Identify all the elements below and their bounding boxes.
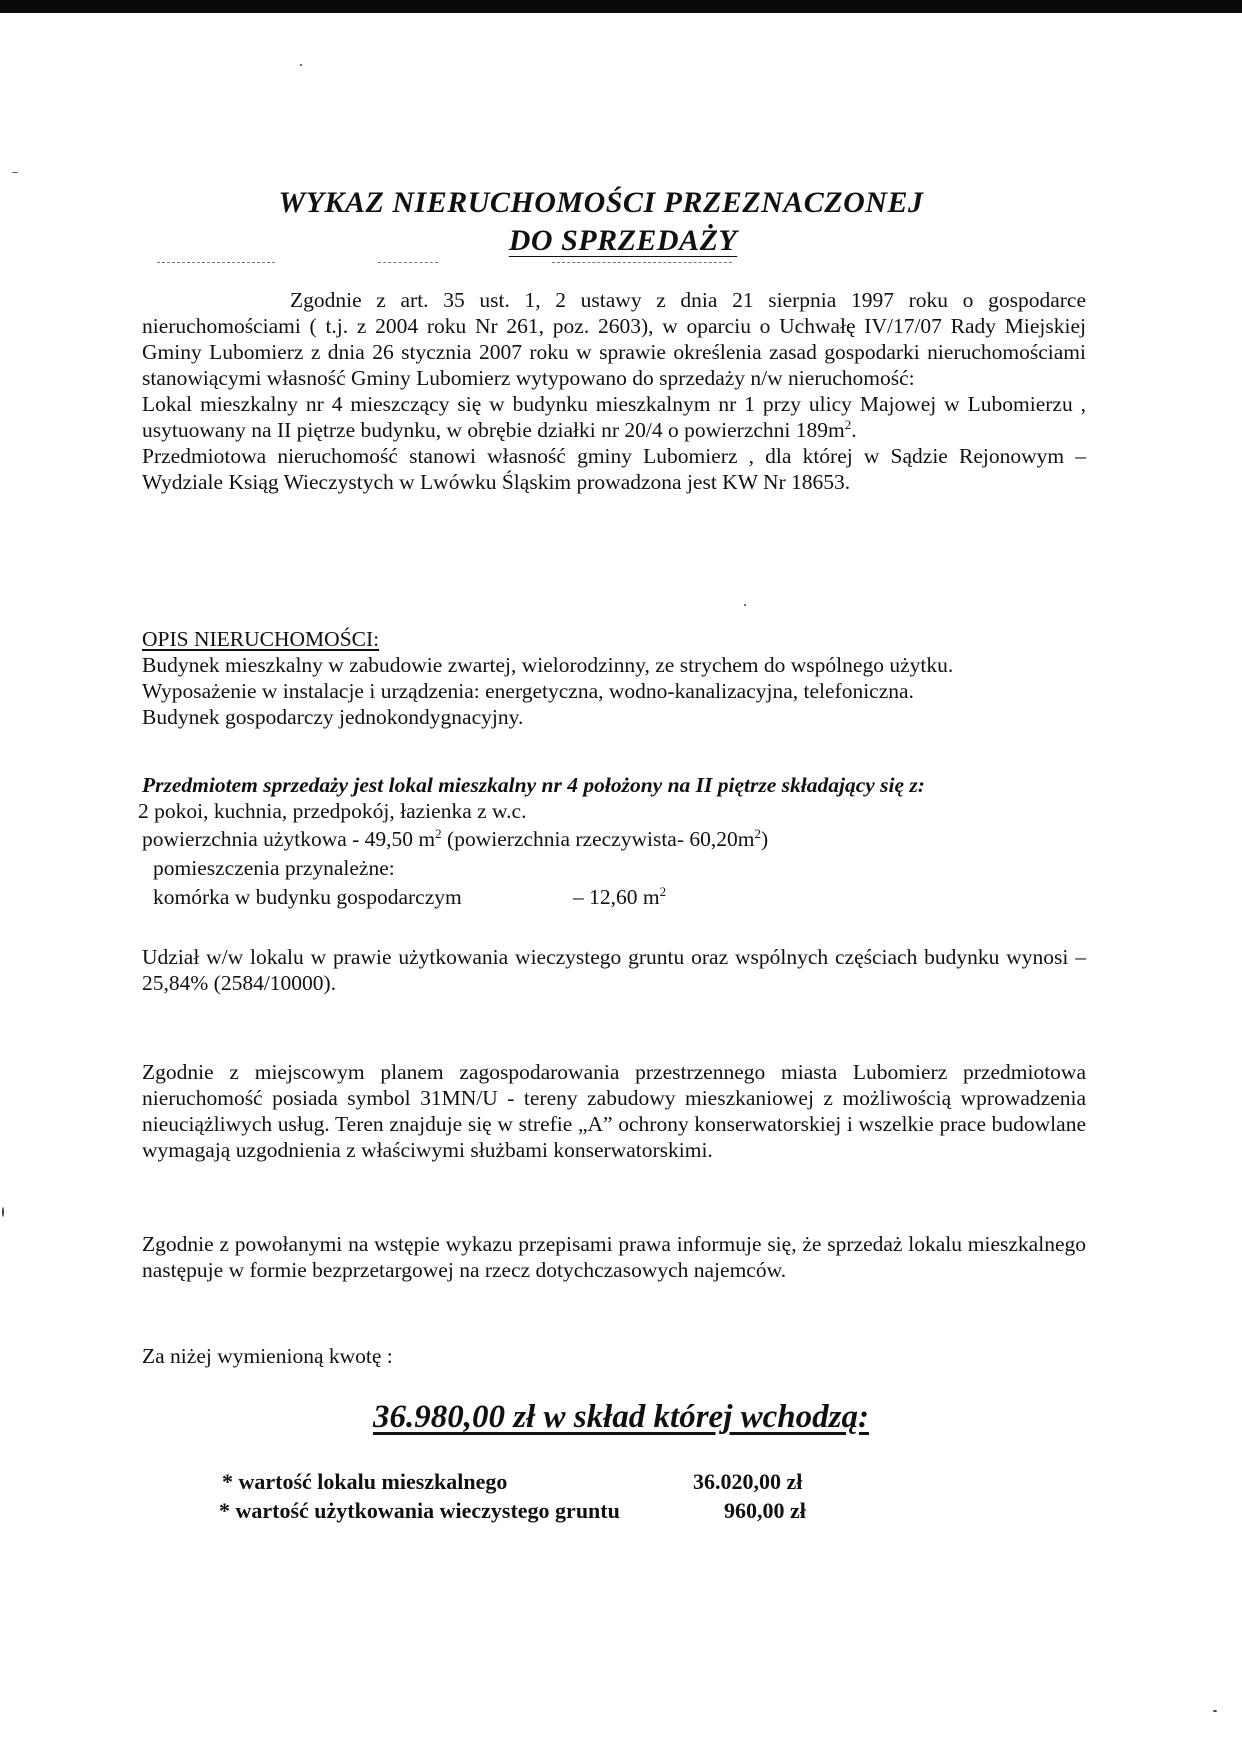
- intro-paragraph-ownership: Przedmiotowa nieruchomość stanowi własność gminy Lubomierz , dla której w Sądzie Rejonowym – Wydziale Ksiąg Wieczystych w Lwówku Śląskim prowadzona jest KW Nr 18653.: [142, 444, 1086, 494]
- document-title-line1: WYKAZ NIERUCHOMOŚCI PRZEZNACZONEJ: [278, 186, 924, 219]
- usable-area-text: powierzchnia użytkowa - 49,50 m: [142, 827, 436, 851]
- scan-top-border: [0, 0, 1242, 13]
- property-description: Lokal mieszkalny nr 4 mieszczący się w budynku mieszkalnym nr 1 przy ulicy Majowej w Lubomierzu , usytuowany na II piętrze budynku, w obrębie działki nr 20/4 o powierzchni 189m: [142, 392, 1086, 442]
- opis-line: Budynek gospodarczy jednokondygnacyjny.: [142, 705, 524, 729]
- opis-line: Wyposażenie w instalacje i urządzenia: energetyczna, wodno-kanalizacyjna, telefoniczna.: [142, 679, 914, 703]
- storage-superscript: 2: [659, 884, 667, 899]
- title-dash-right: [552, 262, 732, 263]
- przedmiot-heading: Przedmiotem sprzedaży jest lokal mieszkalny nr 4 położony na II piętrze składający się z:: [142, 773, 925, 797]
- component-value: 36.020,00 zł: [693, 1469, 803, 1494]
- opis-line: Budynek mieszkalny w zabudowie zwartej, wielorodzinny, ze strychem do wspólnego użytku.: [142, 653, 954, 677]
- scan-speck: [300, 64, 302, 66]
- extra-rooms-label: pomieszczenia przynależne:: [153, 856, 395, 880]
- sale-form-paragraph: Zgodnie z powołanymi na wstępie wykazu przepisami prawa informuje się, że sprzedaż lokalu mieszkalnego następuje w formie bezprzetargowej na rzecz dotychczasowych najemców.: [142, 1232, 1086, 1282]
- component-label: * wartość lokalu mieszkalnego: [222, 1469, 508, 1494]
- scan-speck: [2, 1207, 4, 1217]
- document-title-line2: [2, 224, 1242, 258]
- price-intro: Za niżej wymienioną kwotę :: [142, 1344, 393, 1368]
- storage-value-text: – 12,60 m: [573, 885, 660, 909]
- title-dash-left: [157, 262, 275, 263]
- zoning-paragraph: Zgodnie z miejscowym planem zagospodarowania przestrzennego miasta Lubomierz przedmiotowa nieruchomość posiada symbol 31MN/U - tereny zabudowy mieszkaniowej z możliwością wprowadzenia nieuciążliwych usług. Teren znajduje się w strefie „A” ochrony konserwatorskiej i wszelkie prace budowlane wymagają uzgodnienia z właściwymi służbami konserwatorskimi.: [142, 1060, 1086, 1162]
- actual-area-text: (powierzchnia rzeczywista- 60,20m: [441, 827, 755, 851]
- opis-section: [142, 626, 1086, 730]
- title-dash-mid: [378, 262, 438, 263]
- rooms-line: 2 pokoi, kuchnia, przedpokój, łazienka z w.c.: [138, 799, 527, 823]
- scan-speck: [1213, 1710, 1217, 1712]
- opis-heading: OPIS NIERUCHOMOŚCI:: [142, 627, 380, 651]
- actual-area-end: ): [760, 827, 769, 851]
- total-price: 36.980,00 zł w skład której wchodzą:: [373, 1399, 869, 1435]
- intro-paragraph-legal-basis: Zgodnie z art. 35 ust. 1, 2 ustawy z dnia 21 sierpnia 1997 roku o gospodarce nieruchomościami ( t.j. z 2004 roku Nr 261, poz. 2603), w oparciu o Uchwałę IV/17/07 Rady Miejskiej Gminy Lubomierz z dnia 26 stycznia 2007 roku w sprawie określenia zasad gospodarki nieruchomościami stanowiącymi własność Gminy Lubomierz wytypowano do sprzedaży n/w nieruchomość:: [142, 288, 1086, 390]
- intro-section: [142, 287, 1086, 495]
- usable-area-superscript: 2: [435, 826, 442, 841]
- intro-paragraph-property: [142, 391, 1086, 443]
- usable-area-line: [142, 826, 768, 852]
- document-title-line2-text: DO SPRZEDAŻY: [508, 224, 738, 257]
- area-superscript: 2: [844, 417, 852, 432]
- storage-value: [573, 884, 666, 910]
- component-value: 960,00 zł: [724, 1498, 806, 1523]
- property-description-end: .: [851, 418, 857, 442]
- storage-label: komórka w budynku gospodarczym: [153, 885, 462, 909]
- component-label: * wartość użytkowania wieczystego gruntu: [219, 1498, 620, 1523]
- actual-area-superscript: 2: [754, 826, 761, 841]
- scan-speck: [744, 604, 746, 606]
- scan-speck: [12, 172, 18, 173]
- share-paragraph: Udział w/w lokalu w prawie użytkowania wieczystego gruntu oraz wspólnych częściach budynku wynosi – 25,84% (2584/10000).: [142, 945, 1086, 995]
